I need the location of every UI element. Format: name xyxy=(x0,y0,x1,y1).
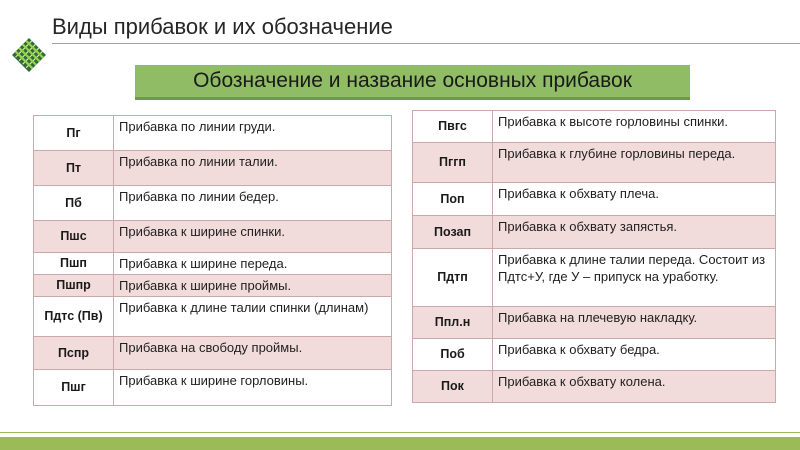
abbr-code: Позап xyxy=(413,216,493,249)
table-row xyxy=(34,253,392,275)
table-row xyxy=(34,275,392,297)
subtitle-text: Обозначение и название основных прибавок xyxy=(193,69,632,92)
abbr-code: Пшс xyxy=(34,221,114,253)
subtitle-banner xyxy=(135,65,690,100)
left-abbreviation-table xyxy=(33,115,392,406)
abbr-code: Пвгс xyxy=(413,111,493,143)
right-abbreviation-table xyxy=(412,110,776,403)
abbr-code: Пшп xyxy=(34,253,114,275)
table-row xyxy=(34,116,392,151)
abbr-description: Прибавка к ширине проймы. xyxy=(114,275,392,297)
woven-logo-icon xyxy=(12,38,46,72)
abbr-code: Пггп xyxy=(413,143,493,183)
abbr-description: Прибавка на свободу проймы. xyxy=(114,337,392,370)
abbr-code: Пспр xyxy=(34,337,114,370)
abbr-code: Пб xyxy=(34,186,114,221)
page-title: Виды прибавок и их обозначение xyxy=(52,14,393,39)
abbr-description: Прибавка к ширине спинки. xyxy=(114,221,392,253)
table-row xyxy=(413,249,776,307)
title-underline xyxy=(52,43,800,44)
table-row xyxy=(413,339,776,371)
abbr-code: Ппл.н xyxy=(413,307,493,339)
abbr-code: Пок xyxy=(413,371,493,403)
footer-band xyxy=(0,437,800,450)
abbr-description: Прибавка по линии груди. xyxy=(114,116,392,151)
table-row xyxy=(34,221,392,253)
abbr-description: Прибавка по линии талии. xyxy=(114,151,392,186)
abbr-code: Поп xyxy=(413,183,493,216)
table-row xyxy=(34,151,392,186)
abbr-description: Прибавка к ширине горловины. xyxy=(114,370,392,406)
abbr-code: Пт xyxy=(34,151,114,186)
abbr-description: Прибавка на плечевую накладку. xyxy=(493,307,776,339)
table-row xyxy=(413,216,776,249)
abbr-description: Прибавка к длине талии переда. Состоит из Пдтс+У, где У – припуск на уработку. xyxy=(493,249,776,307)
table-row xyxy=(413,371,776,403)
abbr-code: Пшпр xyxy=(34,275,114,297)
abbr-code: Пшг xyxy=(34,370,114,406)
abbr-description: Прибавка к глубине горловины переда. xyxy=(493,143,776,183)
abbr-description: Прибавка к ширине переда. xyxy=(114,253,392,275)
abbr-description: Прибавка к высоте горловины спинки. xyxy=(493,111,776,143)
footer-line xyxy=(0,432,800,433)
abbr-description: Прибавка к обхвату плеча. xyxy=(493,183,776,216)
table-row xyxy=(34,337,392,370)
abbr-description: Прибавка к обхвату запястья. xyxy=(493,216,776,249)
abbr-code: Поб xyxy=(413,339,493,371)
table-row xyxy=(34,370,392,406)
abbr-code: Пдтп xyxy=(413,249,493,307)
table-row xyxy=(34,186,392,221)
abbr-code: Пг xyxy=(34,116,114,151)
abbr-code: Пдтс (Пв) xyxy=(34,297,114,337)
abbr-description: Прибавка к обхвату бедра. xyxy=(493,339,776,371)
abbr-description: Прибавка по линии бедер. xyxy=(114,186,392,221)
table-row xyxy=(413,183,776,216)
table-row xyxy=(413,111,776,143)
table-row xyxy=(413,307,776,339)
table-row xyxy=(413,143,776,183)
abbr-description: Прибавка к обхвату колена. xyxy=(493,371,776,403)
table-row xyxy=(34,297,392,337)
abbr-description: Прибавка к длине талии спинки (длинам) xyxy=(114,297,392,337)
